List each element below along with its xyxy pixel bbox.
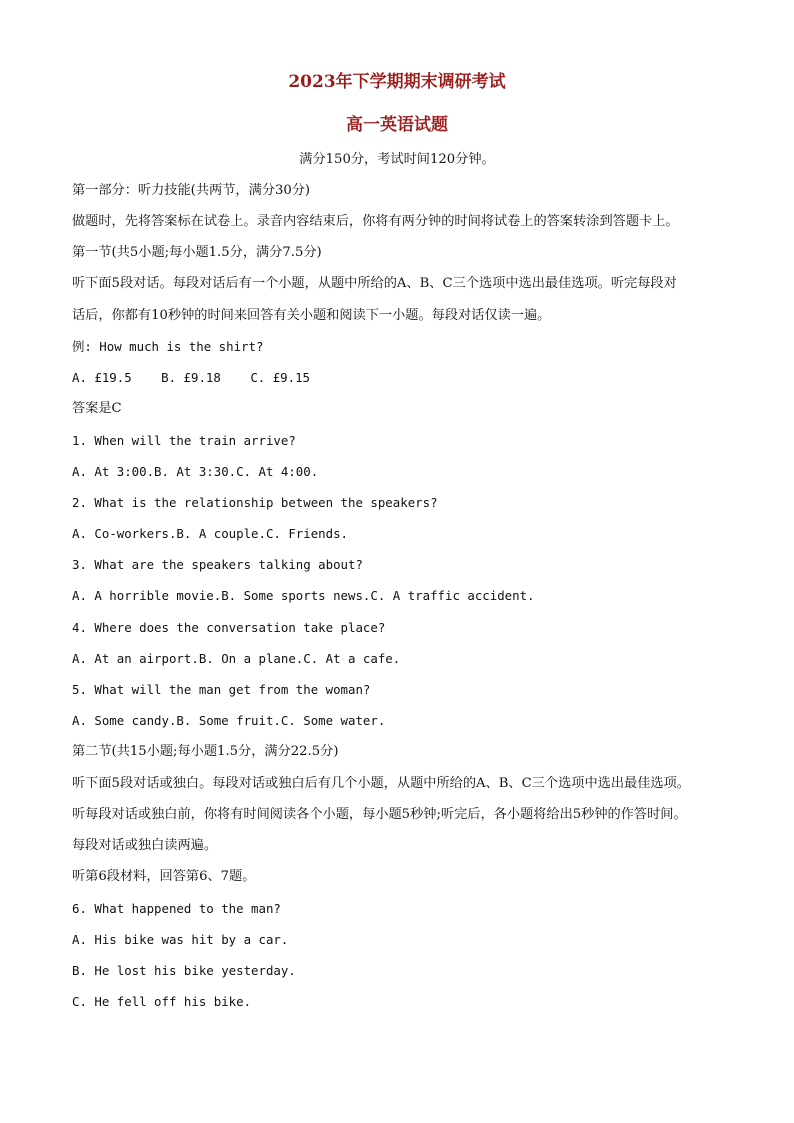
section1-heading: 第一节(共5小题;每小题1.5分，满分7.5分) bbox=[72, 245, 322, 260]
question-3: 3. What are the speakers talking about? bbox=[72, 557, 363, 572]
material-6-note: 听第6段材料，回答第6、7题。 bbox=[72, 869, 256, 884]
example-question: 例: How much is the shirt? bbox=[72, 339, 264, 354]
question-5-options: A. Some candy.B. Some fruit.C. Some water. bbox=[72, 713, 386, 728]
question-2: 2. What is the relationship between the speakers? bbox=[72, 495, 438, 510]
section2-instruction-1: 听下面5段对话或独白。每段对话或独白后有几个小题，从题中所给的A、B、C三个选项中选出最佳选项。 bbox=[72, 776, 690, 791]
question-4: 4. Where does the conversation take place? bbox=[72, 620, 386, 635]
example-option-c: C. £9.15 bbox=[250, 370, 310, 385]
question-1: 1. When will the train arrive? bbox=[72, 433, 296, 448]
section2-instruction-3: 每段对话或独白读两遍。 bbox=[72, 838, 218, 853]
exam-title: 2023年下学期期末调研考试 bbox=[288, 72, 506, 92]
part1-instruction: 做题时，先将答案标在试卷上。录音内容结束后，你将有两分钟的时间将试卷上的答案转涂到答题卡上。 bbox=[72, 214, 679, 229]
section1-instruction-2: 话后，你都有10秒钟的时间来回答有关小题和阅读下一小题。每段对话仅读一遍。 bbox=[72, 308, 551, 323]
question-6-option-a: A. His bike was hit by a car. bbox=[72, 932, 289, 947]
exam-subtitle: 高一英语试题 bbox=[346, 115, 448, 135]
question-3-options: A. A horrible movie.B. Some sports news.C. A traffic accident. bbox=[72, 588, 535, 603]
score-time-note: 满分150分，考试时间120分钟。 bbox=[299, 152, 495, 167]
section2-instruction-2: 听每段对话或独白前，你将有时间阅读各个小题，每小题5秒钟;听完后，各小题将给出5秒钟的作答时间。 bbox=[72, 807, 687, 822]
question-1-options: A. At 3:00.B. At 3:30.C. At 4:00. bbox=[72, 464, 319, 479]
example-option-b: B. £9.18 bbox=[161, 370, 221, 385]
section1-instruction-1: 听下面5段对话。每段对话后有一个小题，从题中所给的A、B、C三个选项中选出最佳选项。听完每段对 bbox=[72, 276, 677, 291]
question-6-option-c: C. He fell off his bike. bbox=[72, 994, 252, 1009]
section2-heading: 第二节(共15小题;每小题1.5分，满分22.5分) bbox=[72, 744, 339, 759]
example-answer: 答案是C bbox=[72, 401, 122, 416]
example-option-a: A. £19.5 bbox=[72, 370, 132, 385]
question-4-options: A. At an airport.B. On a plane.C. At a cafe. bbox=[72, 651, 401, 666]
example-options bbox=[72, 369, 310, 387]
question-6-option-b: B. He lost his bike yesterday. bbox=[72, 963, 296, 978]
part1-heading: 第一部分：听力技能(共两节，满分30分) bbox=[72, 183, 311, 198]
question-5: 5. What will the man get from the woman? bbox=[72, 682, 371, 697]
question-2-options: A. Co-workers.B. A couple.C. Friends. bbox=[72, 526, 349, 541]
question-6: 6. What happened to the man? bbox=[72, 901, 281, 916]
